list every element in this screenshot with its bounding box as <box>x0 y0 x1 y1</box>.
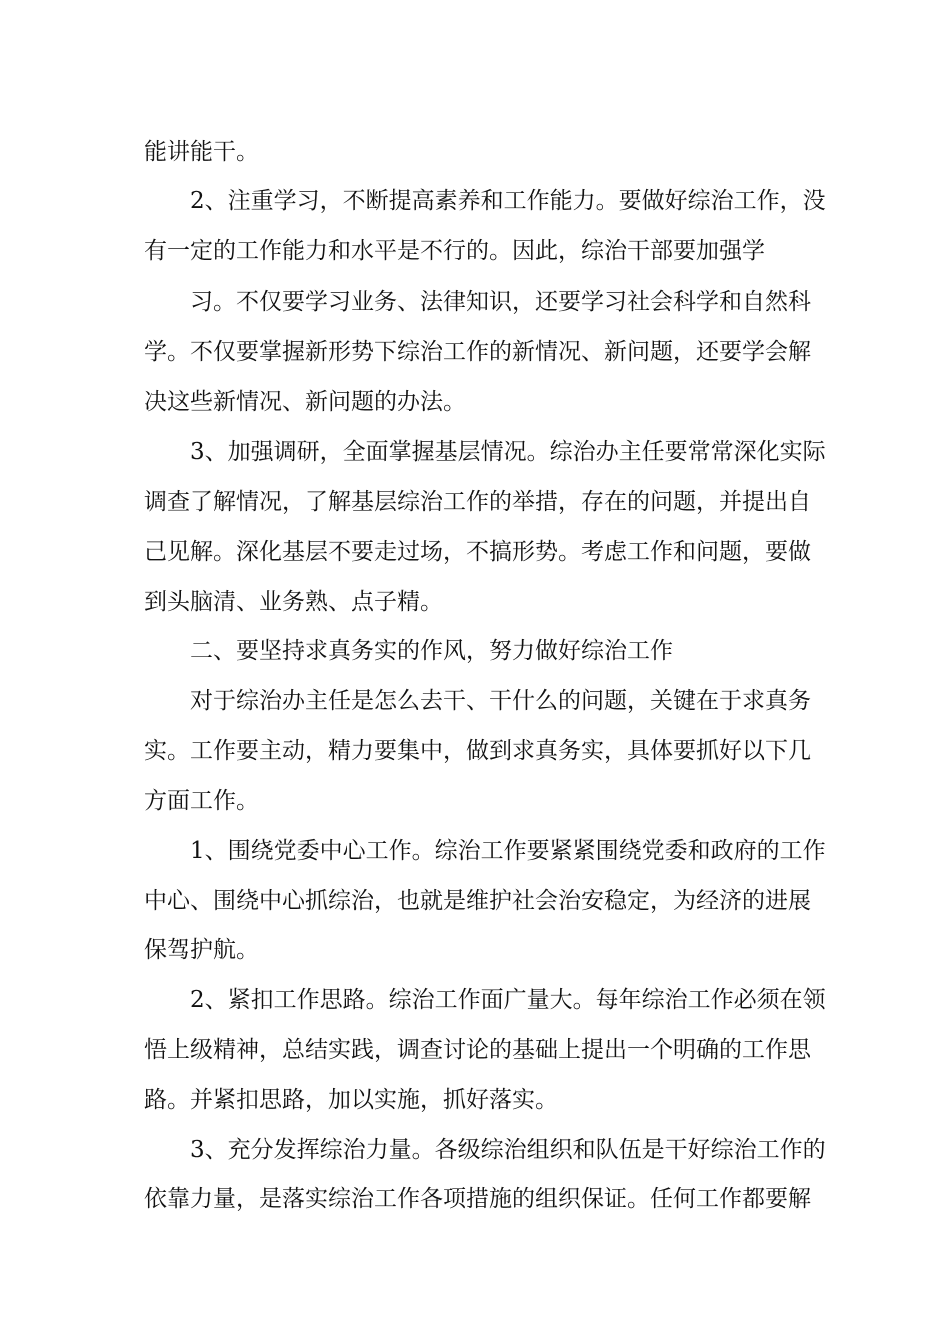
text-line-20: 路。并紧扣思路，加以实施，抓好落实。 <box>144 1087 558 1113</box>
text-line-5: 学。不仅要掌握新形势下综治工作的新情况、新问题，还要学会解 <box>144 339 811 365</box>
text-line-19: 悟上级精神，总结实践，调查讨论的基础上提出一个明确的工作思 <box>144 1037 811 1063</box>
text-line-10: 到头脑清、业务熟、点子精。 <box>144 589 443 615</box>
text-line-9: 己见解。深化基层不要走过场，不搞形势。考虑工作和问题，要做 <box>144 539 811 565</box>
text-line-21: 3、充分发挥综治力量。各级综治组织和队伍是干好综治工作的 <box>190 1137 826 1163</box>
text-line-8: 调查了解情况，了解基层综治工作的举措，存在的问题，并提出自 <box>144 489 811 515</box>
text-line-12: 对于综治办主任是怎么去干、干什么的问题，关键在于求真务 <box>190 688 811 714</box>
text-line-6: 决这些新情况、新问题的办法。 <box>144 389 466 415</box>
text-line-4: 习。不仅要学习业务、法律知识，还要学习社会科学和自然科 <box>190 289 811 315</box>
text-line-13: 实。工作要主动，精力要集中，做到求真务实，具体要抓好以下几 <box>144 738 811 764</box>
text-line-3: 有一定的工作能力和水平是不行的。因此，综治干部要加强学 <box>144 238 765 264</box>
text-line-2: 2、注重学习，不断提高素养和工作能力。要做好综治工作，没 <box>190 188 826 214</box>
text-line-18: 2、紧扣工作思路。综治工作面广量大。每年综治工作必须在领 <box>190 987 826 1013</box>
text-line-16: 中心、围绕中心抓综治，也就是维护社会治安稳定，为经济的进展 <box>144 888 811 914</box>
text-line-17: 保驾护航。 <box>144 937 259 963</box>
text-line-14: 方面工作。 <box>144 788 259 814</box>
section-heading: 二、要坚持求真务实的作风，努力做好综治工作 <box>190 638 673 664</box>
text-line-22: 依靠力量，是落实综治工作各项措施的组织保证。任何工作都要解 <box>144 1186 811 1212</box>
text-line-15: 1、围绕党委中心工作。综治工作要紧紧围绕党委和政府的工作 <box>190 838 826 864</box>
text-line-1: 能讲能干。 <box>144 139 259 165</box>
text-line-7: 3、加强调研，全面掌握基层情况。综治办主任要常常深化实际 <box>190 439 826 465</box>
